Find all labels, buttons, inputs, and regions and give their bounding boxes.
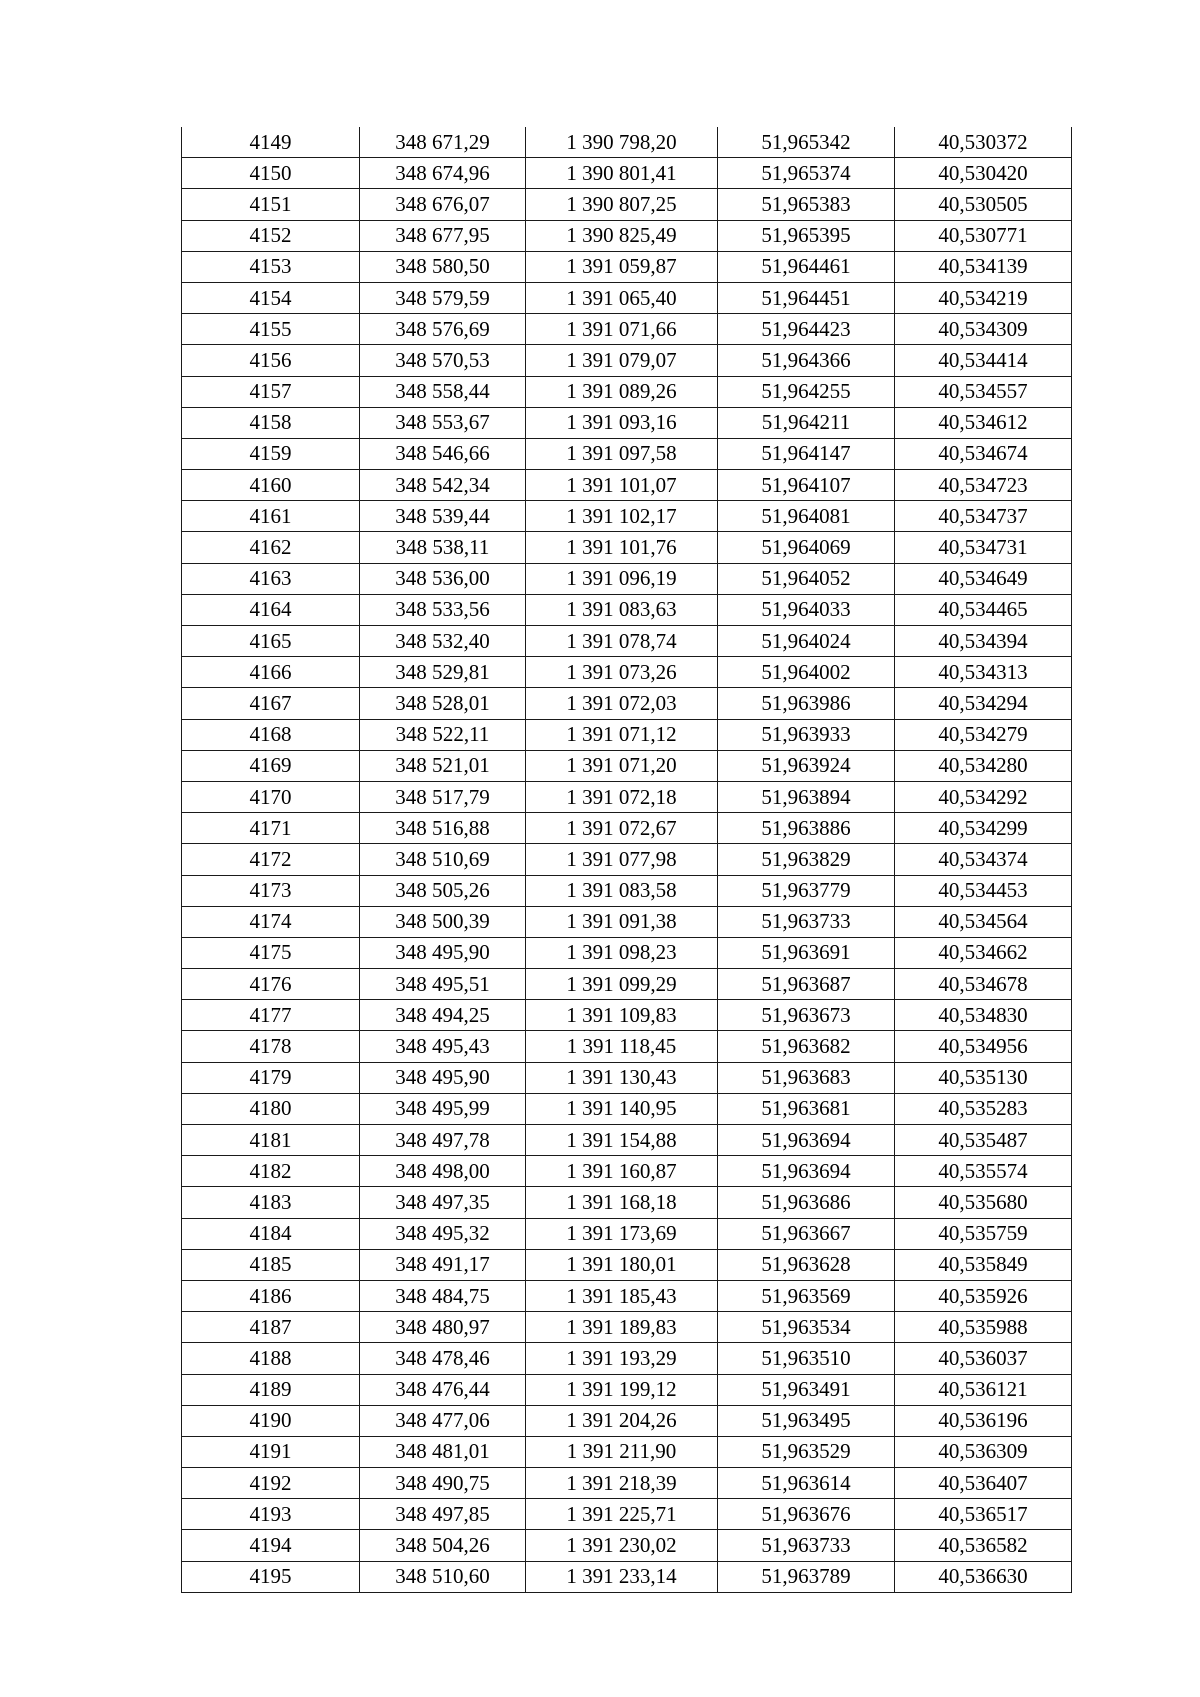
y-coordinate-cell: 1 391 101,07 [526, 470, 718, 501]
latitude-cell: 51,963491 [718, 1374, 895, 1405]
y-coordinate-cell: 1 391 083,58 [526, 875, 718, 906]
latitude-cell: 51,963733 [718, 1530, 895, 1561]
x-coordinate-cell: 348 553,67 [360, 407, 526, 438]
longitude-cell: 40,535680 [895, 1187, 1072, 1218]
longitude-cell: 40,534830 [895, 1000, 1072, 1031]
y-coordinate-cell: 1 391 233,14 [526, 1561, 718, 1592]
x-coordinate-cell: 348 497,78 [360, 1125, 526, 1156]
y-coordinate-cell: 1 391 072,03 [526, 688, 718, 719]
x-coordinate-cell: 348 476,44 [360, 1374, 526, 1405]
point-number-cell: 4169 [182, 750, 360, 781]
x-coordinate-cell: 348 516,88 [360, 813, 526, 844]
latitude-cell: 51,964033 [718, 594, 895, 625]
longitude-cell: 40,535988 [895, 1312, 1072, 1343]
latitude-cell: 51,963789 [718, 1561, 895, 1592]
y-coordinate-cell: 1 391 140,95 [526, 1093, 718, 1124]
latitude-cell: 51,964147 [718, 438, 895, 469]
point-number-cell: 4179 [182, 1062, 360, 1093]
x-coordinate-cell: 348 677,95 [360, 220, 526, 251]
x-coordinate-cell: 348 497,35 [360, 1187, 526, 1218]
latitude-cell: 51,964211 [718, 407, 895, 438]
x-coordinate-cell: 348 510,69 [360, 844, 526, 875]
latitude-cell: 51,964366 [718, 345, 895, 376]
point-number-cell: 4186 [182, 1280, 360, 1311]
table-row [182, 1156, 1072, 1187]
y-coordinate-cell: 1 391 072,67 [526, 813, 718, 844]
y-coordinate-cell: 1 391 083,63 [526, 594, 718, 625]
table-row [182, 1374, 1072, 1405]
latitude-cell: 51,964002 [718, 657, 895, 688]
table-row [182, 376, 1072, 407]
longitude-cell: 40,534678 [895, 969, 1072, 1000]
latitude-cell: 51,963894 [718, 781, 895, 812]
point-number-cell: 4191 [182, 1436, 360, 1467]
longitude-cell: 40,535130 [895, 1062, 1072, 1093]
point-number-cell: 4174 [182, 906, 360, 937]
x-coordinate-cell: 348 498,00 [360, 1156, 526, 1187]
point-number-cell: 4150 [182, 158, 360, 189]
x-coordinate-cell: 348 579,59 [360, 282, 526, 313]
latitude-cell: 51,965383 [718, 189, 895, 220]
x-coordinate-cell: 348 570,53 [360, 345, 526, 376]
table-row [182, 844, 1072, 875]
point-number-cell: 4168 [182, 719, 360, 750]
table-row [182, 563, 1072, 594]
x-coordinate-cell: 348 533,56 [360, 594, 526, 625]
x-coordinate-cell: 348 580,50 [360, 251, 526, 282]
table-row [182, 345, 1072, 376]
x-coordinate-cell: 348 517,79 [360, 781, 526, 812]
table-row [182, 1343, 1072, 1374]
latitude-cell: 51,964024 [718, 626, 895, 657]
y-coordinate-cell: 1 391 211,90 [526, 1436, 718, 1467]
latitude-cell: 51,963495 [718, 1405, 895, 1436]
x-coordinate-cell: 348 490,75 [360, 1468, 526, 1499]
table-row [182, 1062, 1072, 1093]
x-coordinate-cell: 348 505,26 [360, 875, 526, 906]
latitude-cell: 51,963779 [718, 875, 895, 906]
latitude-cell: 51,963569 [718, 1280, 895, 1311]
point-number-cell: 4156 [182, 345, 360, 376]
x-coordinate-cell: 348 495,90 [360, 1062, 526, 1093]
longitude-cell: 40,534394 [895, 626, 1072, 657]
longitude-cell: 40,534219 [895, 282, 1072, 313]
table-row [182, 282, 1072, 313]
point-number-cell: 4149 [182, 127, 360, 158]
point-number-cell: 4185 [182, 1249, 360, 1280]
x-coordinate-cell: 348 495,43 [360, 1031, 526, 1062]
table-row [182, 1187, 1072, 1218]
table-row [182, 969, 1072, 1000]
x-coordinate-cell: 348 529,81 [360, 657, 526, 688]
x-coordinate-cell: 348 504,26 [360, 1530, 526, 1561]
x-coordinate-cell: 348 495,99 [360, 1093, 526, 1124]
y-coordinate-cell: 1 391 160,87 [526, 1156, 718, 1187]
x-coordinate-cell: 348 522,11 [360, 719, 526, 750]
point-number-cell: 4159 [182, 438, 360, 469]
x-coordinate-cell: 348 542,34 [360, 470, 526, 501]
longitude-cell: 40,534731 [895, 532, 1072, 563]
longitude-cell: 40,534280 [895, 750, 1072, 781]
table-row [182, 127, 1072, 158]
point-number-cell: 4181 [182, 1125, 360, 1156]
longitude-cell: 40,534564 [895, 906, 1072, 937]
x-coordinate-cell: 348 494,25 [360, 1000, 526, 1031]
table-row [182, 251, 1072, 282]
table-row [182, 1405, 1072, 1436]
longitude-cell: 40,530420 [895, 158, 1072, 189]
longitude-cell: 40,534674 [895, 438, 1072, 469]
latitude-cell: 51,963733 [718, 906, 895, 937]
point-number-cell: 4180 [182, 1093, 360, 1124]
longitude-cell: 40,536630 [895, 1561, 1072, 1592]
longitude-cell: 40,534649 [895, 563, 1072, 594]
y-coordinate-cell: 1 391 059,87 [526, 251, 718, 282]
point-number-cell: 4163 [182, 563, 360, 594]
x-coordinate-cell: 348 510,60 [360, 1561, 526, 1592]
latitude-cell: 51,964107 [718, 470, 895, 501]
table-row [182, 1530, 1072, 1561]
y-coordinate-cell: 1 391 096,19 [526, 563, 718, 594]
longitude-cell: 40,534662 [895, 937, 1072, 968]
y-coordinate-cell: 1 391 097,58 [526, 438, 718, 469]
x-coordinate-cell: 348 497,85 [360, 1499, 526, 1530]
table-row [182, 501, 1072, 532]
point-number-cell: 4189 [182, 1374, 360, 1405]
longitude-cell: 40,534313 [895, 657, 1072, 688]
table-row [182, 1093, 1072, 1124]
longitude-cell: 40,534453 [895, 875, 1072, 906]
y-coordinate-cell: 1 391 102,17 [526, 501, 718, 532]
table-row [182, 1468, 1072, 1499]
point-number-cell: 4170 [182, 781, 360, 812]
point-number-cell: 4171 [182, 813, 360, 844]
latitude-cell: 51,963510 [718, 1343, 895, 1374]
x-coordinate-cell: 348 674,96 [360, 158, 526, 189]
x-coordinate-cell: 348 671,29 [360, 127, 526, 158]
point-number-cell: 4175 [182, 937, 360, 968]
x-coordinate-cell: 348 538,11 [360, 532, 526, 563]
longitude-cell: 40,530771 [895, 220, 1072, 251]
x-coordinate-cell: 348 495,32 [360, 1218, 526, 1249]
x-coordinate-cell: 348 495,90 [360, 937, 526, 968]
longitude-cell: 40,535759 [895, 1218, 1072, 1249]
longitude-cell: 40,536407 [895, 1468, 1072, 1499]
latitude-cell: 51,965374 [718, 158, 895, 189]
y-coordinate-cell: 1 391 180,01 [526, 1249, 718, 1280]
longitude-cell: 40,535849 [895, 1249, 1072, 1280]
longitude-cell: 40,534737 [895, 501, 1072, 532]
coordinates-table-body [182, 127, 1072, 1592]
table-row [182, 470, 1072, 501]
longitude-cell: 40,535574 [895, 1156, 1072, 1187]
x-coordinate-cell: 348 481,01 [360, 1436, 526, 1467]
y-coordinate-cell: 1 391 079,07 [526, 345, 718, 376]
latitude-cell: 51,963676 [718, 1499, 895, 1530]
y-coordinate-cell: 1 391 072,18 [526, 781, 718, 812]
point-number-cell: 4177 [182, 1000, 360, 1031]
point-number-cell: 4152 [182, 220, 360, 251]
longitude-cell: 40,530505 [895, 189, 1072, 220]
latitude-cell: 51,964052 [718, 563, 895, 594]
latitude-cell: 51,963614 [718, 1468, 895, 1499]
point-number-cell: 4178 [182, 1031, 360, 1062]
y-coordinate-cell: 1 391 101,76 [526, 532, 718, 563]
table-row [182, 626, 1072, 657]
x-coordinate-cell: 348 500,39 [360, 906, 526, 937]
y-coordinate-cell: 1 391 109,83 [526, 1000, 718, 1031]
longitude-cell: 40,536309 [895, 1436, 1072, 1467]
table-row [182, 314, 1072, 345]
table-row [182, 719, 1072, 750]
latitude-cell: 51,963529 [718, 1436, 895, 1467]
longitude-cell: 40,534279 [895, 719, 1072, 750]
y-coordinate-cell: 1 391 218,39 [526, 1468, 718, 1499]
latitude-cell: 51,964461 [718, 251, 895, 282]
point-number-cell: 4182 [182, 1156, 360, 1187]
x-coordinate-cell: 348 478,46 [360, 1343, 526, 1374]
y-coordinate-cell: 1 391 130,43 [526, 1062, 718, 1093]
point-number-cell: 4192 [182, 1468, 360, 1499]
table-row [182, 407, 1072, 438]
latitude-cell: 51,963681 [718, 1093, 895, 1124]
y-coordinate-cell: 1 391 173,69 [526, 1218, 718, 1249]
y-coordinate-cell: 1 391 193,29 [526, 1343, 718, 1374]
y-coordinate-cell: 1 391 199,12 [526, 1374, 718, 1405]
x-coordinate-cell: 348 495,51 [360, 969, 526, 1000]
table-row [182, 1312, 1072, 1343]
latitude-cell: 51,963694 [718, 1156, 895, 1187]
point-number-cell: 4158 [182, 407, 360, 438]
point-number-cell: 4155 [182, 314, 360, 345]
point-number-cell: 4166 [182, 657, 360, 688]
point-number-cell: 4165 [182, 626, 360, 657]
longitude-cell: 40,535926 [895, 1280, 1072, 1311]
latitude-cell: 51,963924 [718, 750, 895, 781]
longitude-cell: 40,534299 [895, 813, 1072, 844]
latitude-cell: 51,963933 [718, 719, 895, 750]
longitude-cell: 40,535283 [895, 1093, 1072, 1124]
y-coordinate-cell: 1 391 071,20 [526, 750, 718, 781]
latitude-cell: 51,964255 [718, 376, 895, 407]
table-row [182, 220, 1072, 251]
y-coordinate-cell: 1 390 798,20 [526, 127, 718, 158]
longitude-cell: 40,536582 [895, 1530, 1072, 1561]
y-coordinate-cell: 1 391 185,43 [526, 1280, 718, 1311]
table-row [182, 1000, 1072, 1031]
y-coordinate-cell: 1 391 118,45 [526, 1031, 718, 1062]
y-coordinate-cell: 1 391 065,40 [526, 282, 718, 313]
table-row [182, 158, 1072, 189]
point-number-cell: 4167 [182, 688, 360, 719]
point-number-cell: 4162 [182, 532, 360, 563]
longitude-cell: 40,536196 [895, 1405, 1072, 1436]
longitude-cell: 40,534465 [895, 594, 1072, 625]
point-number-cell: 4193 [182, 1499, 360, 1530]
longitude-cell: 40,536517 [895, 1499, 1072, 1530]
y-coordinate-cell: 1 391 098,23 [526, 937, 718, 968]
point-number-cell: 4176 [182, 969, 360, 1000]
table-row [182, 906, 1072, 937]
point-number-cell: 4157 [182, 376, 360, 407]
y-coordinate-cell: 1 391 093,16 [526, 407, 718, 438]
point-number-cell: 4164 [182, 594, 360, 625]
point-number-cell: 4188 [182, 1343, 360, 1374]
latitude-cell: 51,965395 [718, 220, 895, 251]
point-number-cell: 4151 [182, 189, 360, 220]
x-coordinate-cell: 348 536,00 [360, 563, 526, 594]
x-coordinate-cell: 348 477,06 [360, 1405, 526, 1436]
longitude-cell: 40,534557 [895, 376, 1072, 407]
point-number-cell: 4160 [182, 470, 360, 501]
point-number-cell: 4172 [182, 844, 360, 875]
x-coordinate-cell: 348 491,17 [360, 1249, 526, 1280]
longitude-cell: 40,534723 [895, 470, 1072, 501]
y-coordinate-cell: 1 390 807,25 [526, 189, 718, 220]
table-row [182, 875, 1072, 906]
table-row [182, 1561, 1072, 1592]
longitude-cell: 40,530372 [895, 127, 1072, 158]
y-coordinate-cell: 1 391 078,74 [526, 626, 718, 657]
x-coordinate-cell: 348 521,01 [360, 750, 526, 781]
x-coordinate-cell: 348 480,97 [360, 1312, 526, 1343]
table-row [182, 532, 1072, 563]
latitude-cell: 51,963691 [718, 937, 895, 968]
latitude-cell: 51,963829 [718, 844, 895, 875]
latitude-cell: 51,963628 [718, 1249, 895, 1280]
longitude-cell: 40,534414 [895, 345, 1072, 376]
x-coordinate-cell: 348 676,07 [360, 189, 526, 220]
y-coordinate-cell: 1 391 071,12 [526, 719, 718, 750]
y-coordinate-cell: 1 391 077,98 [526, 844, 718, 875]
table-row [182, 1499, 1072, 1530]
longitude-cell: 40,536121 [895, 1374, 1072, 1405]
table-row [182, 1125, 1072, 1156]
latitude-cell: 51,963694 [718, 1125, 895, 1156]
table-row [182, 1031, 1072, 1062]
y-coordinate-cell: 1 391 071,66 [526, 314, 718, 345]
y-coordinate-cell: 1 391 168,18 [526, 1187, 718, 1218]
longitude-cell: 40,536037 [895, 1343, 1072, 1374]
x-coordinate-cell: 348 532,40 [360, 626, 526, 657]
longitude-cell: 40,534956 [895, 1031, 1072, 1062]
x-coordinate-cell: 348 558,44 [360, 376, 526, 407]
y-coordinate-cell: 1 391 225,71 [526, 1499, 718, 1530]
table-row [182, 813, 1072, 844]
y-coordinate-cell: 1 391 230,02 [526, 1530, 718, 1561]
point-number-cell: 4190 [182, 1405, 360, 1436]
x-coordinate-cell: 348 484,75 [360, 1280, 526, 1311]
latitude-cell: 51,963534 [718, 1312, 895, 1343]
longitude-cell: 40,534612 [895, 407, 1072, 438]
table-row [182, 657, 1072, 688]
table-row [182, 750, 1072, 781]
longitude-cell: 40,534292 [895, 781, 1072, 812]
latitude-cell: 51,965342 [718, 127, 895, 158]
point-number-cell: 4183 [182, 1187, 360, 1218]
table-row [182, 189, 1072, 220]
longitude-cell: 40,534294 [895, 688, 1072, 719]
y-coordinate-cell: 1 391 089,26 [526, 376, 718, 407]
latitude-cell: 51,963683 [718, 1062, 895, 1093]
table-row [182, 438, 1072, 469]
longitude-cell: 40,535487 [895, 1125, 1072, 1156]
latitude-cell: 51,964069 [718, 532, 895, 563]
latitude-cell: 51,964451 [718, 282, 895, 313]
latitude-cell: 51,964423 [718, 314, 895, 345]
longitude-cell: 40,534139 [895, 251, 1072, 282]
longitude-cell: 40,534309 [895, 314, 1072, 345]
table-row [182, 594, 1072, 625]
y-coordinate-cell: 1 391 154,88 [526, 1125, 718, 1156]
latitude-cell: 51,963886 [718, 813, 895, 844]
coordinates-table [181, 127, 1072, 1593]
latitude-cell: 51,963667 [718, 1218, 895, 1249]
table-row [182, 937, 1072, 968]
latitude-cell: 51,963682 [718, 1031, 895, 1062]
y-coordinate-cell: 1 390 801,41 [526, 158, 718, 189]
point-number-cell: 4184 [182, 1218, 360, 1249]
point-number-cell: 4173 [182, 875, 360, 906]
y-coordinate-cell: 1 390 825,49 [526, 220, 718, 251]
table-row [182, 688, 1072, 719]
latitude-cell: 51,963686 [718, 1187, 895, 1218]
y-coordinate-cell: 1 391 099,29 [526, 969, 718, 1000]
point-number-cell: 4194 [182, 1530, 360, 1561]
latitude-cell: 51,963687 [718, 969, 895, 1000]
x-coordinate-cell: 348 576,69 [360, 314, 526, 345]
y-coordinate-cell: 1 391 073,26 [526, 657, 718, 688]
point-number-cell: 4153 [182, 251, 360, 282]
x-coordinate-cell: 348 539,44 [360, 501, 526, 532]
point-number-cell: 4187 [182, 1312, 360, 1343]
table-row [182, 1280, 1072, 1311]
table-row [182, 1218, 1072, 1249]
point-number-cell: 4154 [182, 282, 360, 313]
table-row [182, 1436, 1072, 1467]
y-coordinate-cell: 1 391 189,83 [526, 1312, 718, 1343]
point-number-cell: 4161 [182, 501, 360, 532]
latitude-cell: 51,963673 [718, 1000, 895, 1031]
y-coordinate-cell: 1 391 204,26 [526, 1405, 718, 1436]
latitude-cell: 51,963986 [718, 688, 895, 719]
x-coordinate-cell: 348 528,01 [360, 688, 526, 719]
point-number-cell: 4195 [182, 1561, 360, 1592]
x-coordinate-cell: 348 546,66 [360, 438, 526, 469]
y-coordinate-cell: 1 391 091,38 [526, 906, 718, 937]
table-row [182, 1249, 1072, 1280]
longitude-cell: 40,534374 [895, 844, 1072, 875]
latitude-cell: 51,964081 [718, 501, 895, 532]
table-row [182, 781, 1072, 812]
